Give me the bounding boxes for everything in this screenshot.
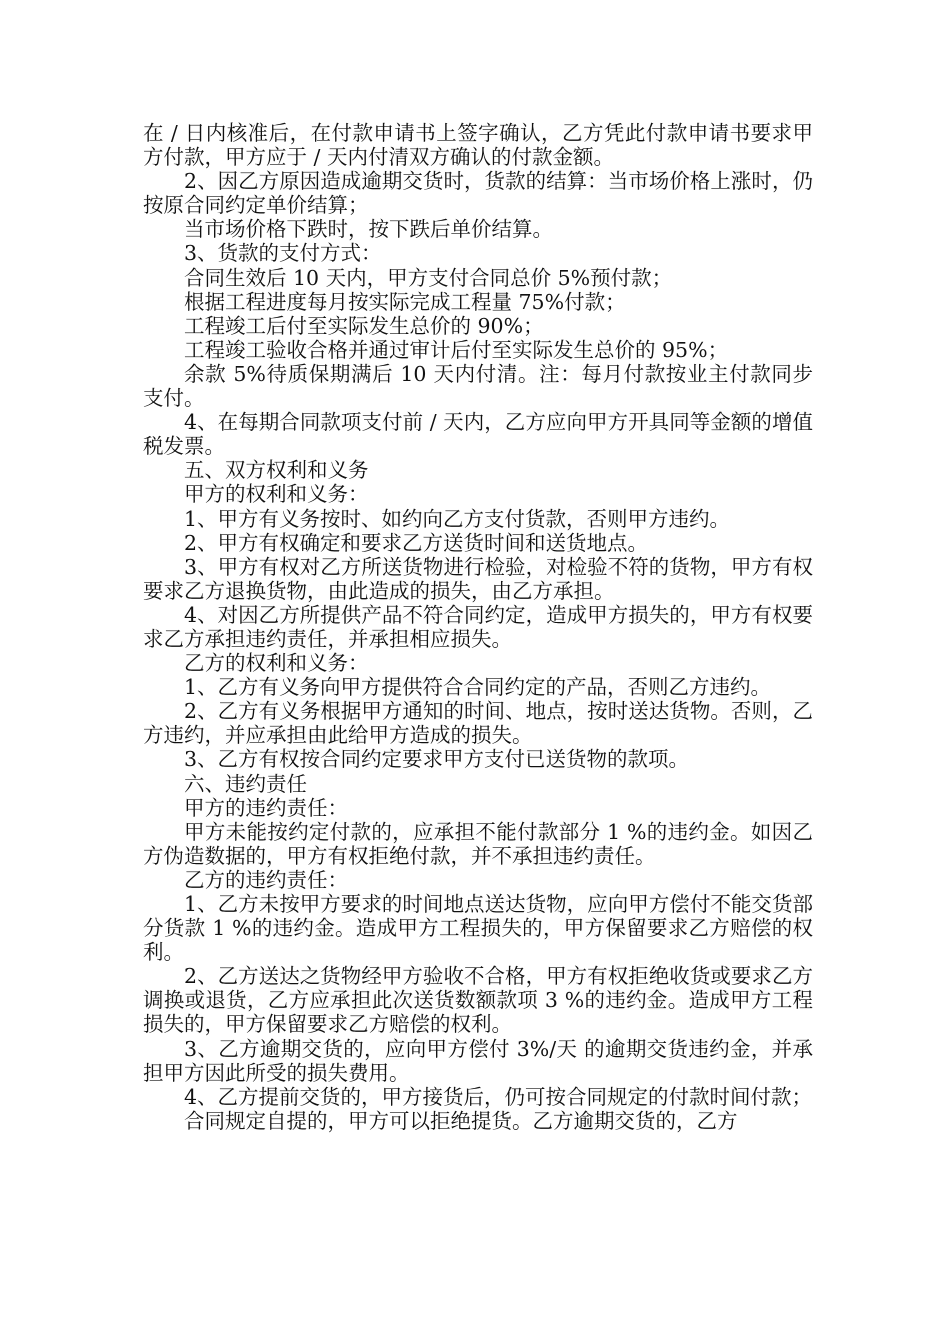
- document-paragraph: 甲方未能按约定付款的，应承担不能付款部分 1 %的违约金。如因乙方伪造数据的，甲方有权拒绝付款，并不承担违约责任。: [143, 819, 813, 868]
- document-paragraph: 4、在每期合同款项支付前 / 天内，乙方应向甲方开具同等金额的增值税发票。: [143, 410, 813, 459]
- document-paragraph: 3、乙方逾期交货的，应向甲方偿付 3%/天 的逾期交货违约金，并承担甲方因此所受的损失费用。: [143, 1036, 813, 1085]
- document-paragraph: 余款 5%待质保期满后 10 天内付清。注：每月付款按业主付款同步支付。: [143, 361, 813, 411]
- document-paragraph: 2、因乙方原因造成逾期交货时，货款的结算：当市场价格上涨时，仍按原合同约定单价结算；: [143, 169, 813, 218]
- document-paragraph: 根据工程进度每月按实际完成工程量 75%付款；: [184, 289, 626, 314]
- document-paragraph: 乙方的违约责任：: [184, 867, 348, 892]
- document-paragraph: 甲方的违约责任：: [184, 795, 348, 820]
- document-paragraph: 合同生效后 10 天内，甲方支付合同总价 5%预付款；: [184, 265, 673, 290]
- document-page: [143, 121, 813, 1133]
- document-paragraph: 五、双方权利和义务: [184, 458, 369, 483]
- document-paragraph: 工程竣工后付至实际发生总价的 90%；: [184, 313, 544, 338]
- document-paragraph: 甲方的权利和义务：: [184, 482, 369, 507]
- document-paragraph: 4、乙方提前交货的，甲方接货后，仍可按合同规定的付款时间付款；: [184, 1084, 813, 1109]
- document-paragraph: 乙方的权利和义务：: [184, 651, 369, 676]
- document-paragraph: 当市场价格下跌时，按下跌后单价结算。: [184, 217, 553, 242]
- document-paragraph: 1、乙方未按甲方要求的时间地点送达货物，应向甲方偿付不能交货部分货款 1 %的违约金。造成甲方工程损失的，甲方保留要求乙方赔偿的权利。: [143, 892, 813, 965]
- document-paragraph: 4、对因乙方所提供产品不符合同约定，造成甲方损失的，甲方有权要求乙方承担违约责任，并承担相应损失。: [143, 602, 813, 651]
- document-paragraph: 3、乙方有权按合同约定要求甲方支付已送货物的款项。: [184, 747, 690, 772]
- document-paragraph: 2、甲方有权确定和要求乙方送货时间和送货地点。: [184, 530, 649, 555]
- document-paragraph: 在 / 日内核准后，在付款申请书上签字确认，乙方凭此付款申请书要求甲方付款，甲方应于 / 天内付清双方确认的付款金额。: [143, 121, 813, 170]
- document-paragraph: 1、甲方有义务按时、如约向乙方支付货款，否则甲方违约。: [184, 506, 731, 531]
- document-paragraph: 3、甲方有权对乙方所送货物进行检验，对检验不符的货物，甲方有权要求乙方退换货物，由此造成的损失，由乙方承担。: [143, 554, 813, 603]
- document-paragraph: 2、乙方有义务根据甲方通知的时间、地点，按时送达货物。否则，乙方违约，并应承担由此给甲方造成的损失。: [143, 699, 813, 748]
- document-paragraph: 合同规定自提的，甲方可以拒绝提货。乙方逾期交货的，乙方: [184, 1108, 738, 1133]
- document-paragraph: 2、乙方送达之货物经甲方验收不合格，甲方有权拒绝收货或要求乙方调换或退货，乙方应承担此次送货数额款项 3 %的违约金。造成甲方工程损失的，甲方保留要求乙方赔偿的权利。: [143, 964, 813, 1037]
- document-paragraph: 3、货款的支付方式：: [184, 241, 382, 266]
- document-paragraph: 六、违约责任: [184, 771, 307, 796]
- document-paragraph: 1、乙方有义务向甲方提供符合合同约定的产品，否则乙方违约。: [184, 675, 772, 700]
- document-paragraph: 工程竣工验收合格并通过审计后付至实际发生总价的 95%；: [184, 337, 729, 362]
